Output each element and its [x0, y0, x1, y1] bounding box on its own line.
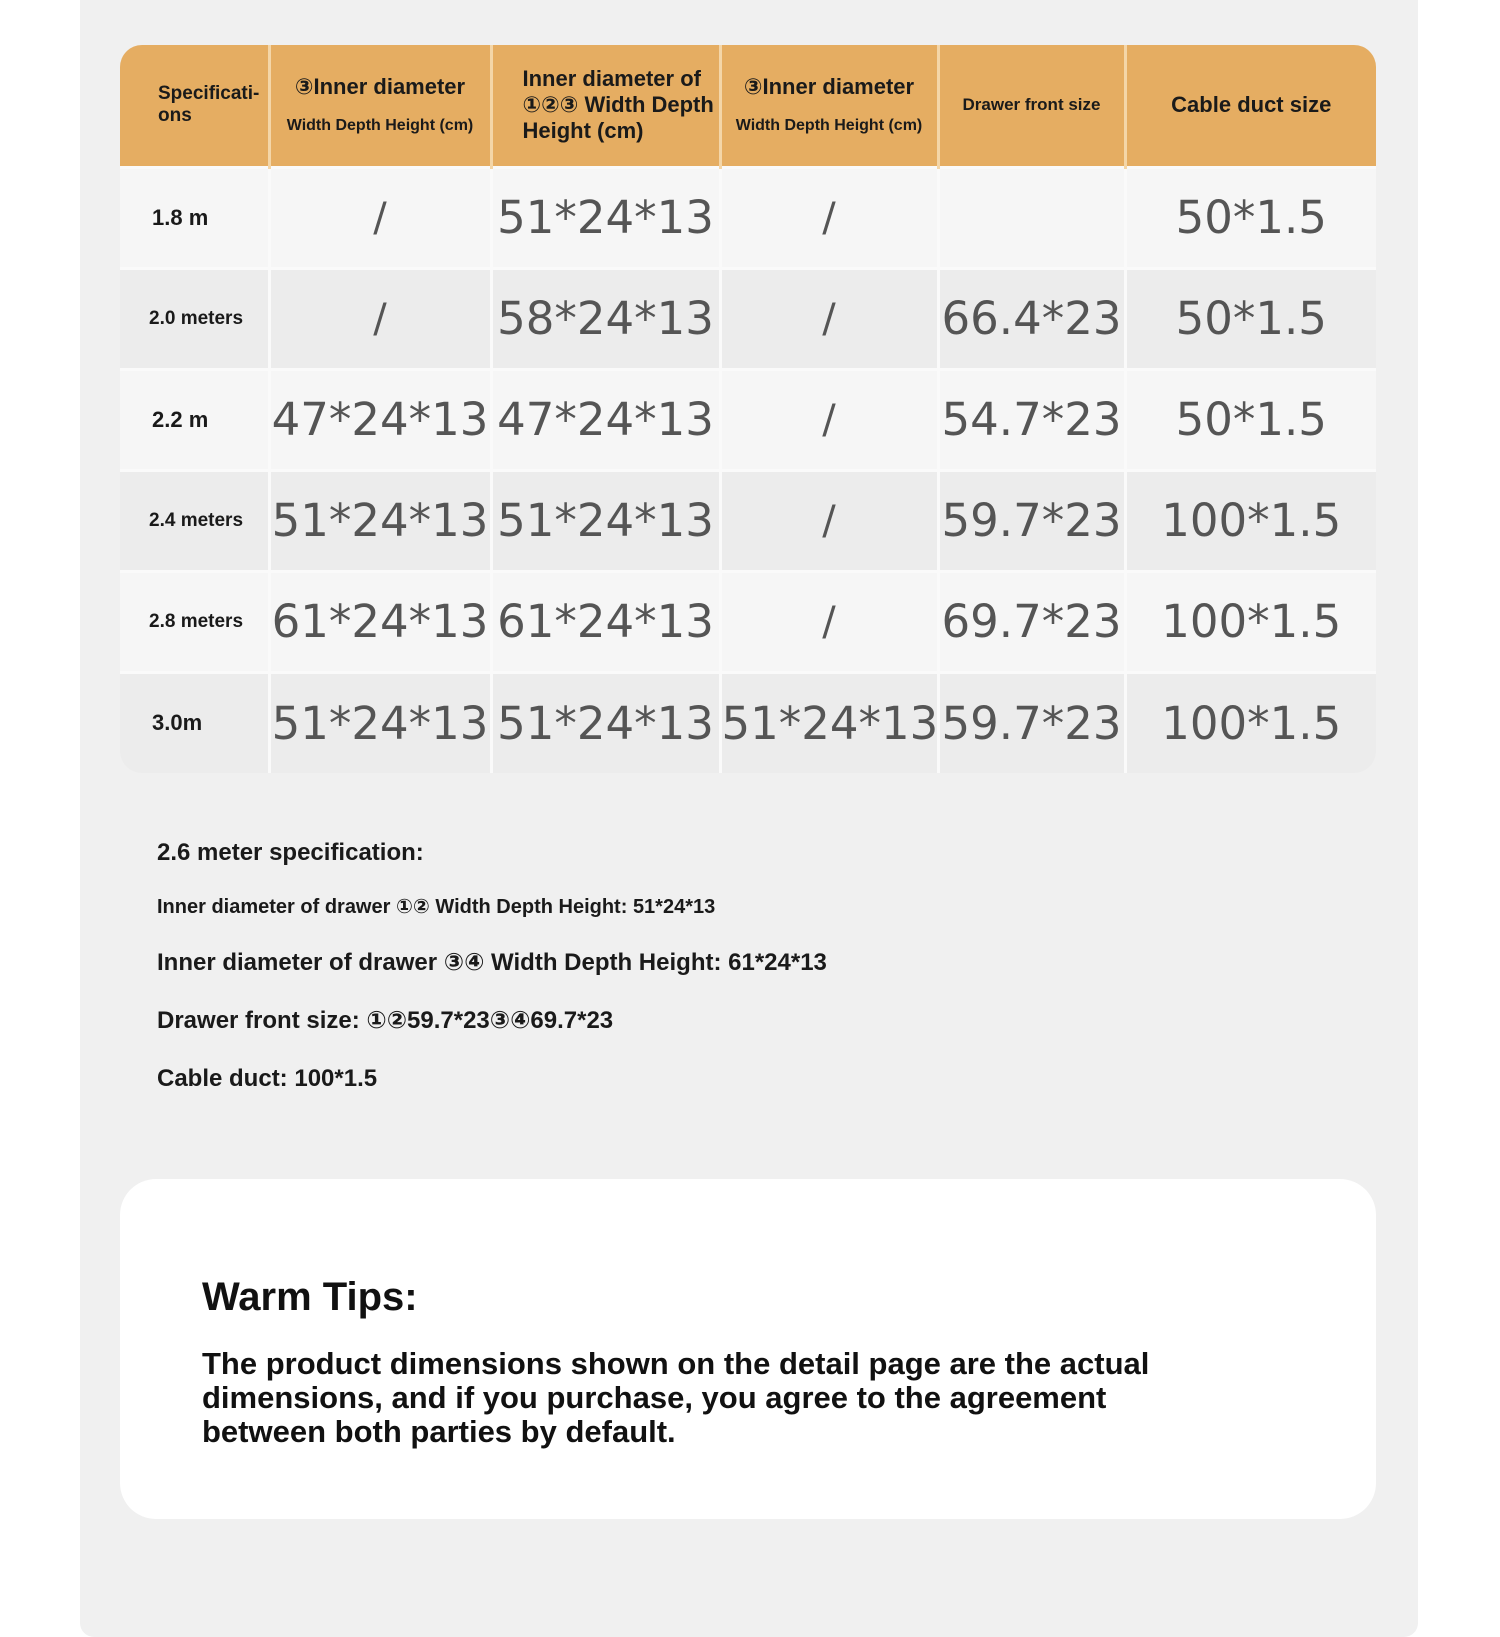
table-cell: 66.4*23 [938, 268, 1125, 369]
spec-panel [80, 0, 1418, 1637]
table-row [120, 470, 1376, 571]
header-specifications [120, 45, 269, 167]
table-cell: 51*24*13 [491, 167, 720, 268]
table-cell: 47*24*13 [269, 369, 491, 470]
header-col1-title: ③Inner diameter [294, 74, 466, 100]
table-cell: 54.7*23 [938, 369, 1125, 470]
row-spec-label: 2.0 meters [120, 268, 269, 369]
table-cell: / [720, 268, 938, 369]
table-cell: 51*24*13 [269, 672, 491, 773]
header-col3 [720, 45, 938, 167]
row-spec-label: 2.8 meters [120, 571, 269, 672]
header-specifications-label: Specificati- ons [158, 83, 260, 127]
warm-tips-title: Warm Tips: [202, 1275, 418, 1319]
table-cell: 47*24*13 [491, 369, 720, 470]
row-spec-label: 3.0m [120, 672, 269, 773]
header-col4 [938, 45, 1125, 167]
warm-tips-body: The product dimensions shown on the detail page are the actual dimensions, and if you purchase, you agree to the agreement between both parties by default. [202, 1346, 1150, 1449]
header-col5-title: Cable duct size [1171, 92, 1332, 118]
table-cell: 61*24*13 [269, 571, 491, 672]
table-cell: / [720, 470, 938, 571]
header-col4-title: Drawer front size [962, 95, 1101, 115]
row-spec-label: 1.8 m [120, 167, 269, 268]
table-cell: / [720, 571, 938, 672]
table-header-row [120, 45, 1376, 167]
table-cell: 100*1.5 [1125, 571, 1376, 672]
header-col5 [1125, 45, 1376, 167]
table-cell: 50*1.5 [1125, 167, 1376, 268]
table-cell: 50*1.5 [1125, 268, 1376, 369]
header-col1 [269, 45, 491, 167]
table-cell: 59.7*23 [938, 470, 1125, 571]
table-row [120, 672, 1376, 773]
table-cell: / [720, 167, 938, 268]
table-cell: 51*24*13 [720, 672, 938, 773]
notes-line: Inner diameter of drawer ①② Width Depth Height: 51*24*13 [157, 896, 716, 918]
header-col1-subtitle: Width Depth Height (cm) [286, 117, 474, 135]
table-cell: / [269, 268, 491, 369]
table-cell: 51*24*13 [491, 470, 720, 571]
notes-title: 2.6 meter specification: [157, 839, 424, 866]
table-cell: 100*1.5 [1125, 672, 1376, 773]
header-col3-title: ③Inner diameter [743, 74, 915, 100]
table-cell: 100*1.5 [1125, 470, 1376, 571]
table-cell: 61*24*13 [491, 571, 720, 672]
notes-line: Drawer front size: ①②59.7*23③④69.7*23 [157, 1007, 614, 1034]
header-col3-subtitle: Width Depth Height (cm) [735, 117, 923, 135]
table-cell: 51*24*13 [491, 672, 720, 773]
table-cell: 69.7*23 [938, 571, 1125, 672]
table-row [120, 167, 1376, 268]
table-cell: 50*1.5 [1125, 369, 1376, 470]
warm-tips-card [120, 1179, 1376, 1519]
spec-notes [157, 838, 1257, 1094]
table-cell: 51*24*13 [269, 470, 491, 571]
header-col2-title: Inner diameter of ①②③ Width Depth Height (cm) [522, 66, 714, 144]
table-cell: / [720, 369, 938, 470]
row-spec-label: 2.4 meters [120, 470, 269, 571]
specification-table [120, 45, 1376, 773]
table-cell: 58*24*13 [491, 268, 720, 369]
header-col2 [491, 45, 720, 167]
row-spec-label: 2.2 m [120, 369, 269, 470]
table-row [120, 571, 1376, 672]
table-row [120, 268, 1376, 369]
table-cell: 59.7*23 [938, 672, 1125, 773]
table-row [120, 369, 1376, 470]
table-cell: / [269, 167, 491, 268]
notes-line: Inner diameter of drawer ③④ Width Depth Height: 61*24*13 [157, 949, 827, 976]
notes-line: Cable duct: 100*1.5 [157, 1065, 378, 1092]
table-cell [938, 167, 1125, 268]
